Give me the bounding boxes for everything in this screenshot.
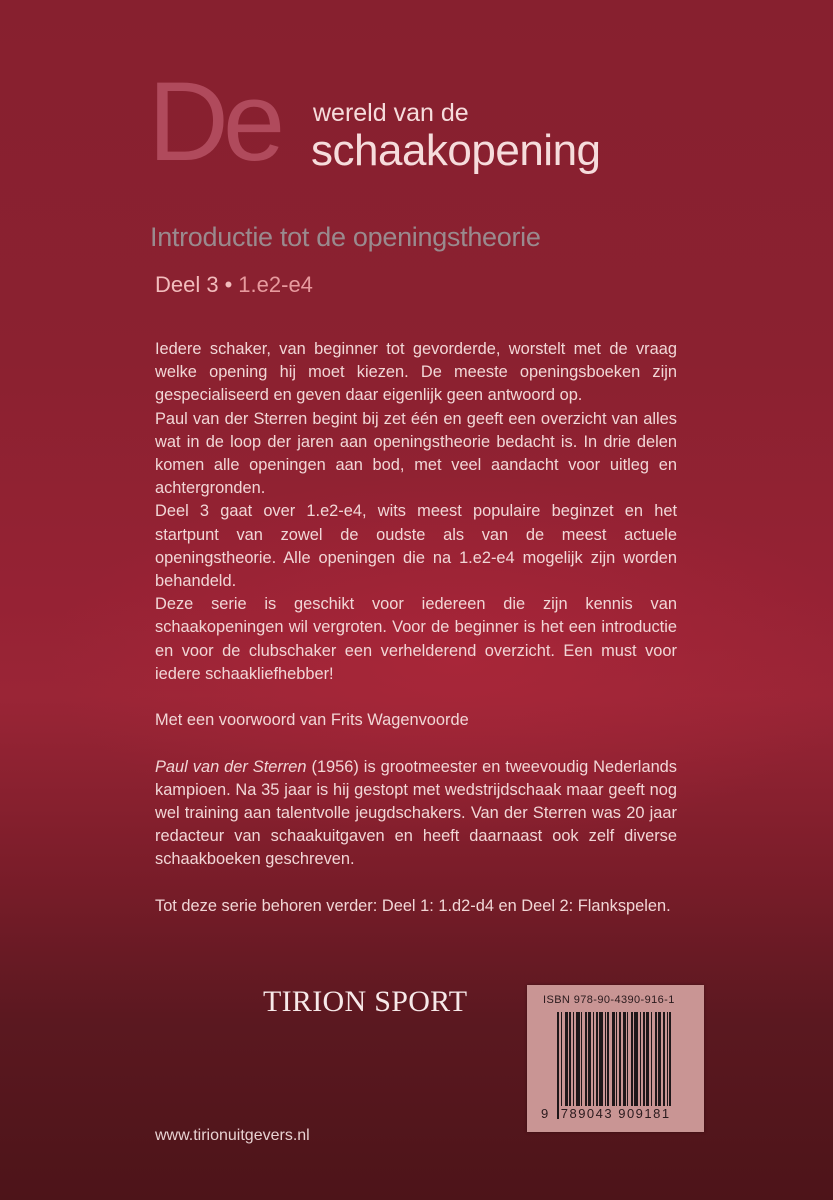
blurb-text: [155, 338, 677, 918]
author-name: Paul van der Sterren: [155, 757, 307, 776]
isbn-barcode: [527, 985, 704, 1132]
barcode-number: [541, 1106, 672, 1121]
volume-label: [155, 272, 313, 298]
blurb-paragraph: Deze serie is geschikt voor iedereen die zijn kennis van schaakopeningen wil vergroten. Voor de beginner is het een introductie en voor de clubschaker een verhelderend overzicht. Een must voor iedere schaakliefhebber!: [155, 595, 677, 683]
barcode-digits: 789043 909181: [560, 1106, 671, 1121]
isbn-label: ISBN 978-90-4390-916-1: [543, 994, 675, 1006]
title-big-letters: De: [148, 59, 280, 184]
series-title: [148, 59, 648, 184]
blurb-paragraph: Deel 3 gaat over 1.e2-e4, wits meest populaire beginzet en het startpunt van zowel de oudste als van de meest actuele openingstheorie. Alle openingen die na 1.e2-e4 mogelijk zijn worden behandeld.: [155, 502, 677, 591]
publisher-website: www.tirionuitgevers.nl: [155, 1127, 310, 1144]
series-note: Tot deze serie behoren verder: Deel 1: 1.d2-d4 en Deel 2: Flankspelen.: [155, 896, 671, 915]
barcode-first-digit: 9: [541, 1106, 550, 1121]
author-bio: [155, 756, 677, 872]
publisher-logo: TIRION SPORT: [263, 985, 468, 1018]
volume-opening-move: 1.e2-e4: [238, 272, 313, 297]
title-line-2: schaakopening: [311, 126, 601, 175]
volume-number: Deel 3: [155, 272, 219, 297]
bullet-separator: •: [224, 272, 233, 297]
foreword-credit: Met een voorwoord van Frits Wagenvoorde: [155, 711, 469, 730]
subtitle: Introductie tot de openingstheorie: [150, 222, 541, 252]
blurb-paragraph: Iedere schaker, van beginner tot gevorderde, worstelt met de vraag welke opening hij moet kiezen. De meeste openingsboeken zijn gespecialiseerd en geven daar eigenlijk geen antwoord op.: [155, 340, 677, 405]
title-line-1: wereld van de: [313, 99, 469, 127]
barcode-bars: [557, 1012, 692, 1119]
author-bio-text: (1956) is grootmeester en tweevoudig Nederlands kampioen. Na 35 jaar is hij gestopt met wedstrijdschaak maar geeft nog wel training aan talentvolle jeugdschakers. Van der Sterren was 20 jaar redacteur van schaakuitgaven en heeft daarnaast ook zelf diverse schaakboeken geschreven.: [155, 757, 677, 869]
blurb-paragraph: Paul van der Sterren begint bij zet één en geeft een overzicht van alles wat in de loop der jaren aan openingstheorie bedacht is. In drie delen komen alle openingen aan bod, met veel aandacht voor uitleg en achtergronden.: [155, 409, 677, 498]
